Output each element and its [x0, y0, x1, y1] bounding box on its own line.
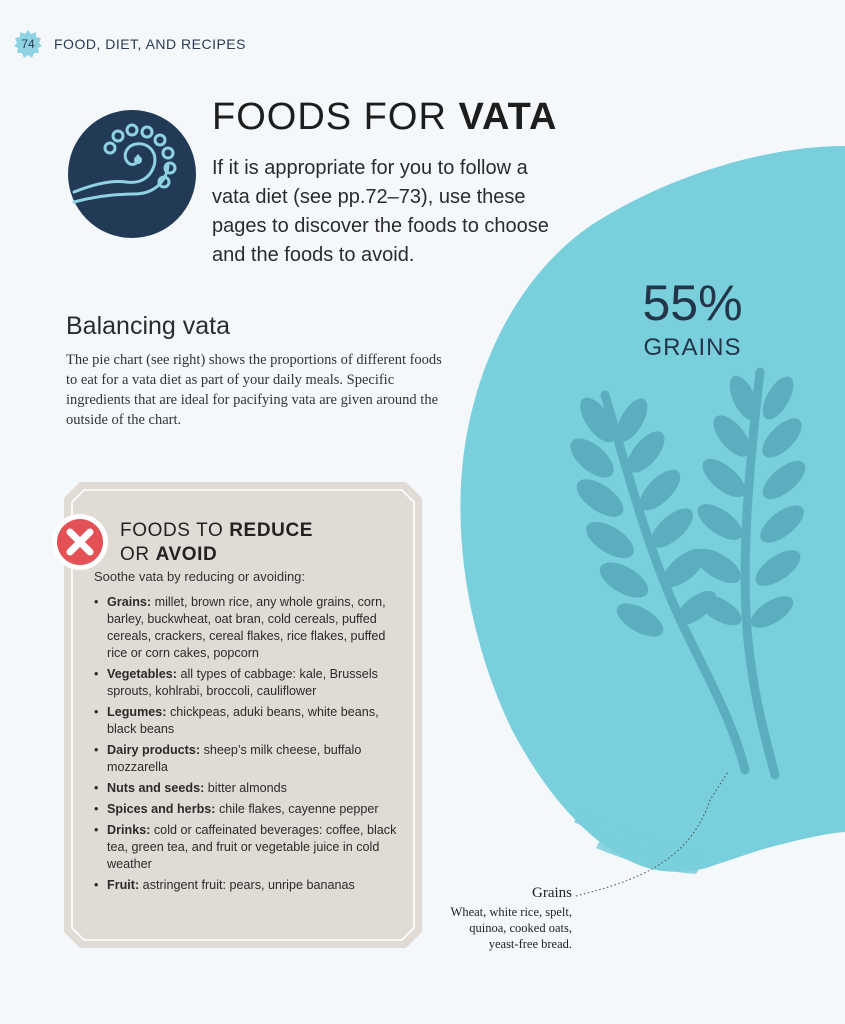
item-text: millet, brown rice, any whole grains, corn, barley, buckwheat, oat bran, cold cereals, puffed cereals, crackers, cereal flakes, rice flakes, puffed rice or corn cakes, popcorn — [107, 595, 386, 660]
close-x-icon — [51, 513, 109, 571]
item-text: all types of cabbage: kale, Brussels sprouts, kohlrabi, broccoli, cauliflower — [107, 667, 378, 698]
intro-text: If it is appropriate for you to follow a vata diet (see pp.72–73), use these pages to discover the foods to choose and the foods to avoid. — [212, 157, 549, 266]
list-item — [94, 822, 400, 873]
callout-description: Wheat, white rice, spelt, quinoa, cooked oats, yeast-free bread. — [450, 905, 572, 951]
item-label: Fruit: — [107, 878, 140, 892]
list-item — [94, 666, 400, 700]
item-text: astringent fruit: pears, unripe bananas — [139, 878, 355, 892]
balancing-body: The pie chart (see right) shows the proportions of different foods to eat for a vata diet as part of your daily meals. Specific ingredients that are ideal for pacifying vata are given around the outside of the chart. — [66, 352, 442, 428]
avoid-panel-title — [120, 519, 313, 567]
avoid-title-line1-bold: REDUCE — [229, 520, 314, 541]
item-label: Drinks: — [107, 823, 151, 837]
section-label: FOOD, DIET, AND RECIPES — [54, 36, 246, 52]
list-item — [94, 594, 400, 662]
item-text: chickpeas, aduki beans, white beans, black beans — [107, 705, 379, 736]
list-item — [94, 877, 400, 894]
item-label: Grains: — [107, 595, 152, 609]
vata-spiral-icon — [66, 108, 198, 240]
title-regular: FOODS FOR — [212, 96, 459, 138]
avoid-panel-intro: Soothe vata by reducing or avoiding: — [94, 569, 306, 584]
item-text: chile flakes, cayenne pepper — [215, 802, 379, 816]
list-item — [94, 780, 400, 797]
avoid-title-line2-regular: OR — [120, 544, 156, 565]
item-label: Spices and herbs: — [107, 802, 216, 816]
avoid-list — [94, 594, 400, 898]
page-title — [212, 96, 557, 139]
item-text: bitter almonds — [204, 781, 287, 795]
page-number: 74 — [21, 37, 35, 51]
list-item — [94, 801, 400, 818]
segment-label: GRAINS — [643, 334, 742, 361]
item-label: Nuts and seeds: — [107, 781, 205, 795]
list-item — [94, 742, 400, 776]
item-label: Legumes: — [107, 705, 167, 719]
item-label: Dairy products: — [107, 743, 201, 757]
item-text: sheep’s milk cheese, buffalo mozzarella — [107, 743, 362, 774]
item-text: cold or caffeinated beverages: coffee, black tea, green tea, and fruit or vegetable juice in cold weather — [107, 823, 397, 871]
list-item — [94, 704, 400, 738]
balancing-heading: Balancing vata — [66, 312, 231, 340]
item-label: Vegetables: — [107, 667, 177, 681]
segment-percent: 55% — [642, 275, 743, 331]
callout-title: Grains — [532, 885, 572, 901]
avoid-title-line2-bold: AVOID — [155, 544, 218, 565]
title-bold: VATA — [458, 96, 558, 138]
avoid-title-line1-regular: FOODS TO — [120, 520, 230, 541]
